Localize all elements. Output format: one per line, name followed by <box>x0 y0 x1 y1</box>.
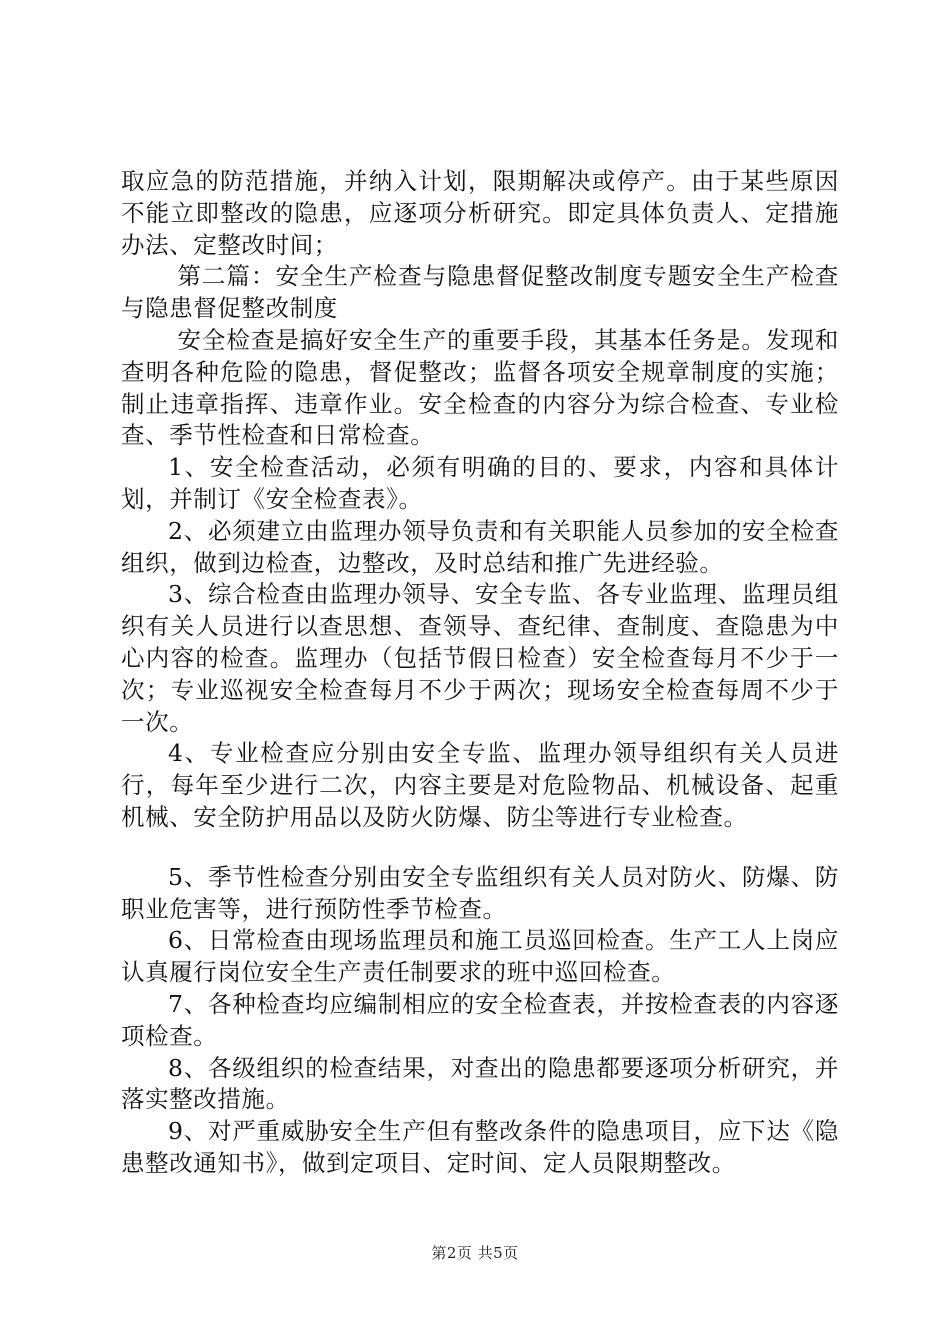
section-heading: 第二篇：安全生产检查与隐患督促整改制度专题安全生产检查与隐患督促整改制度 <box>121 262 839 323</box>
list-item-1: 1、安全检查活动，必须有明确的目的、要求，内容和具体计划，并制订《安全检查表》。 <box>121 453 839 513</box>
paragraph-intro: 安全检查是搞好安全生产的重要手段，其基本任务是。发现和查明各种危险的隐患，督促整改；监督各项安全规章制度的实施；制止违章指挥、违章作业。安全检查的内容分为综合检查、专业检查、季节性检查和日常检查。 <box>121 325 839 450</box>
paragraph-continuation: 取应急的防范措施，并纳入计划，限期解决或停产。由于某些原因不能立即整改的隐患，应逐项分析研究。即定具体负责人、定措施办法、定整改时间； <box>121 167 839 259</box>
list-item-3: 3、综合检查由监理办领导、安全专监、各专业监理、监理员组织有关人员进行以查思想、查领导、查纪律、查制度、查隐患为中心内容的检查。监理办（包括节假日检查）安全检查每月不少于一次；专业巡视安全检查每月不少于两次；现场安全检查每周不少于一次。 <box>121 580 839 736</box>
page-footer: 第2页 共5页 <box>431 1244 519 1262</box>
list-item-6: 6、日常检查由现场监理员和施工员巡回检查。生产工人上岗应认真履行岗位安全生产责任制要求的班中巡回检查。 <box>121 926 839 987</box>
list-item-9: 9、对严重威胁安全生产但有整改条件的隐患项目，应下达《隐患整改通知书》，做到定项目、定时间、定人员限期整改。 <box>121 1117 839 1177</box>
list-item-8: 8、各级组织的检查结果，对查出的隐患都要逐项分析研究，并落实整改措施。 <box>121 1053 839 1114</box>
paragraph-gap <box>121 834 839 862</box>
document-body <box>121 166 839 1180</box>
list-item-4: 4、专业检查应分别由安全专监、监理办领导组织有关人员进行，每年至少进行二次，内容主要是对危险物品、机械设备、起重机械、安全防护用品以及防火防爆、防尘等进行专业检查。 <box>121 739 839 831</box>
list-item-2: 2、必须建立由监理办领导负责和有关职能人员参加的安全检查组织，做到边检查，边整改，及时总结和推广先进经验。 <box>121 516 839 577</box>
list-item-5: 5、季节性检查分别由安全专监组织有关人员对防火、防爆、防职业危害等，进行预防性季节检查。 <box>121 862 839 923</box>
list-item-7: 7、各种检查均应编制相应的安全检查表，并按检查表的内容逐项检查。 <box>121 989 839 1050</box>
